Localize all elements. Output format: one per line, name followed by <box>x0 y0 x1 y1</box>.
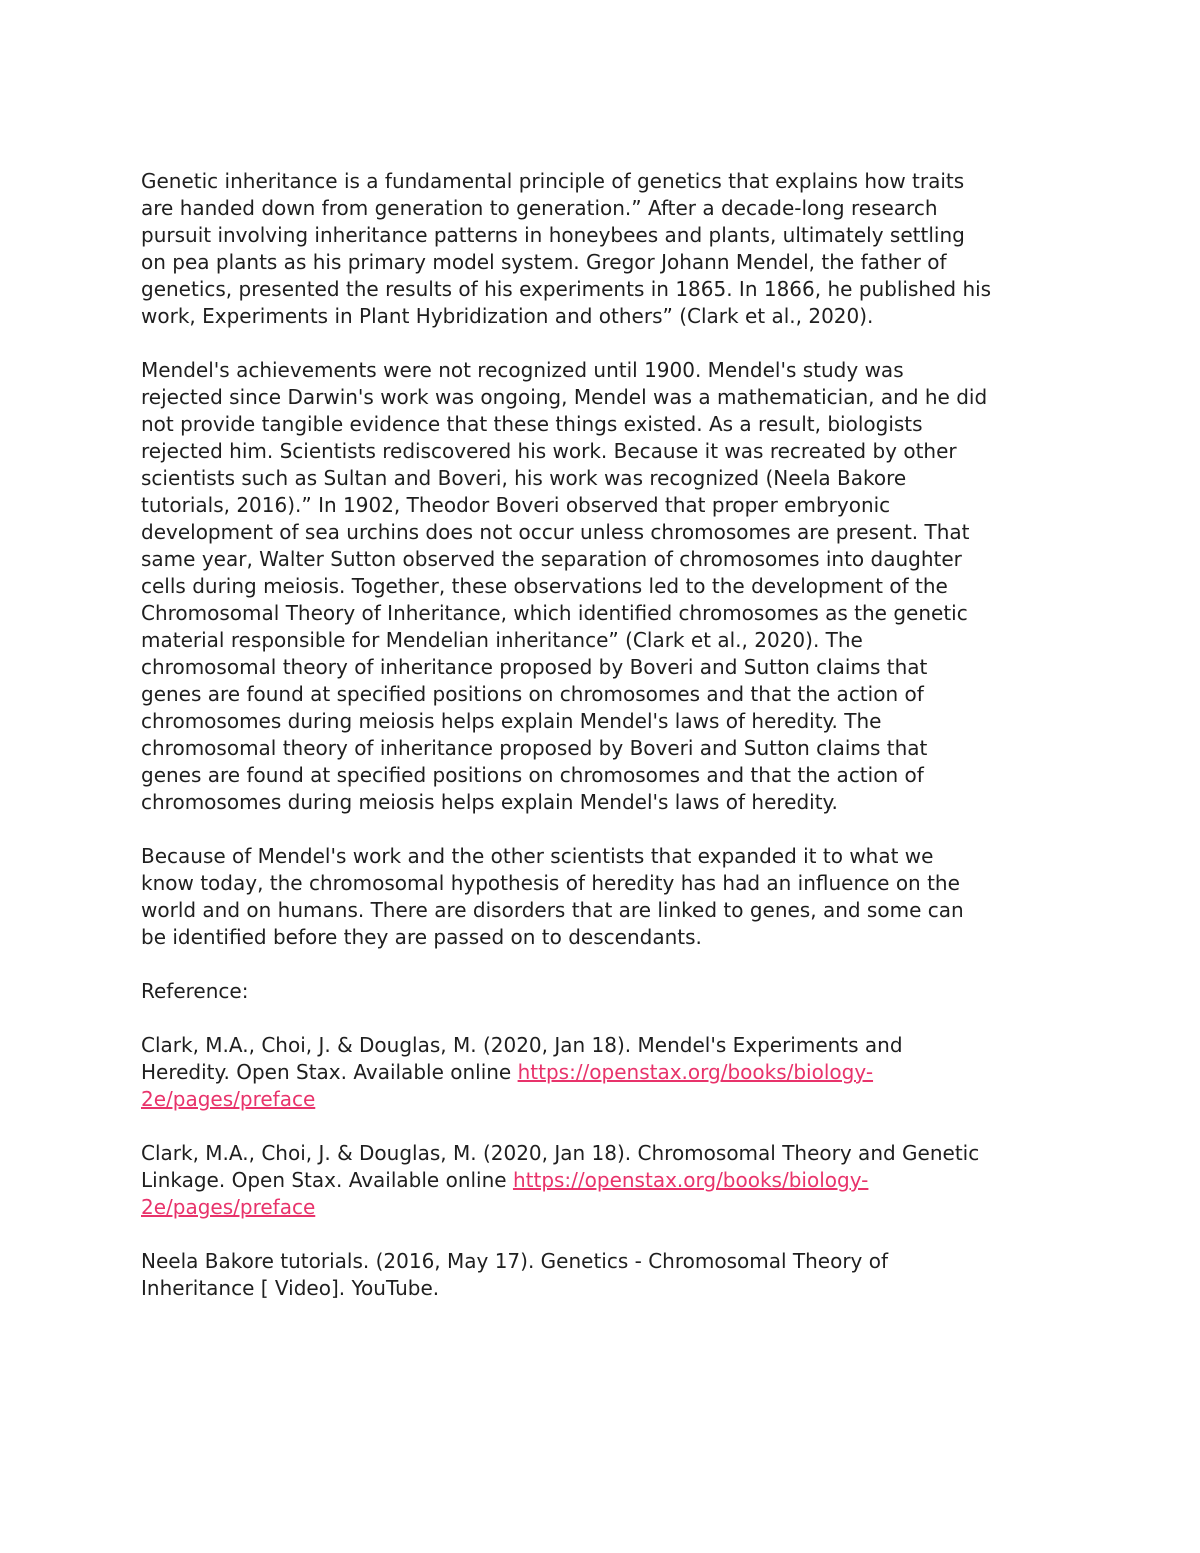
reference-text-2: Clark, M.A., Choi, J. & Douglas, M. (2020, Jan 18). Chromosomal Theory and Genetic Linkage. Open Stax. Available online <box>141 1141 980 1192</box>
paragraph-2: Mendel's achievements were not recognized until 1900. Mendel's study was rejected since Darwin's work was ongoing, Mendel was a mathematician, and he did not provide tangible evidence that these things existed. As a result, biologists rejected him. Scientists rediscovered his work. Because it was recreated by other scientists such as Sultan and Boveri, his work was recognized (Neela Bakore tutorials, 2016).” In 1902, Theodor Boveri observed that proper embryonic development of sea urchins does not occur unless chromosomes are present. That same year, Walter Sutton observed the separation of chromosomes into daughter cells during meiosis. Together, these observations led to the development of the Chromosomal Theory of Inheritance, which identified chromosomes as the genetic material responsible for Mendelian inheritance” (Clark et al., 2020). The chromosomal theory of inheritance proposed by Boveri and Sutton claims that genes are found at specified positions on chromosomes and that the action of chromosomes during meiosis helps explain Mendel's laws of heredity. The chromosomal theory of inheritance proposed by Boveri and Sutton claims that genes are found at specified positions on chromosomes and that the action of chromosomes during meiosis helps explain Mendel's laws of heredity. <box>141 358 988 814</box>
reference-text-1: Clark, M.A., Choi, J. & Douglas, M. (2020, Jan 18). Mendel's Experiments and Heredity. Open Stax. Available online <box>141 1033 903 1084</box>
reference-entry-1 <box>141 1032 1066 1113</box>
reference-text-3: Neela Bakore tutorials. (2016, May 17). Genetics - Chromosomal Theory of Inheritance [ Video]. YouTube. <box>141 1249 889 1300</box>
reference-heading: Reference: <box>141 979 249 1003</box>
paragraph-3: Because of Mendel's work and the other scientists that expanded it to what we know today, the chromosomal hypothesis of heredity has had an influence on the world and on humans. There are disorders that are linked to genes, and some can be identified before they are passed on to descendants. <box>141 844 964 949</box>
reference-link-1[interactable]: https://openstax.org/books/biology- 2e/pages/preface <box>141 1060 874 1111</box>
reference-entry-2 <box>141 1140 1066 1221</box>
paragraph-1: Genetic inheritance is a fundamental principle of genetics that explains how traits are handed down from generation to generation.” After a decade-long research pursuit involving inheritance patterns in honeybees and plants, ultimately settling on pea plants as his primary model system. Gregor Johann Mendel, the father of genetics, presented the results of his experiments in 1865. In 1866, he published his work, Experiments in Plant Hybridization and others” (Clark et al., 2020). <box>141 169 992 328</box>
reference-entry-3 <box>141 1248 1066 1302</box>
document-body <box>141 168 1066 1329</box>
reference-link-2[interactable]: https://openstax.org/books/biology- 2e/pages/preface <box>141 1168 869 1219</box>
